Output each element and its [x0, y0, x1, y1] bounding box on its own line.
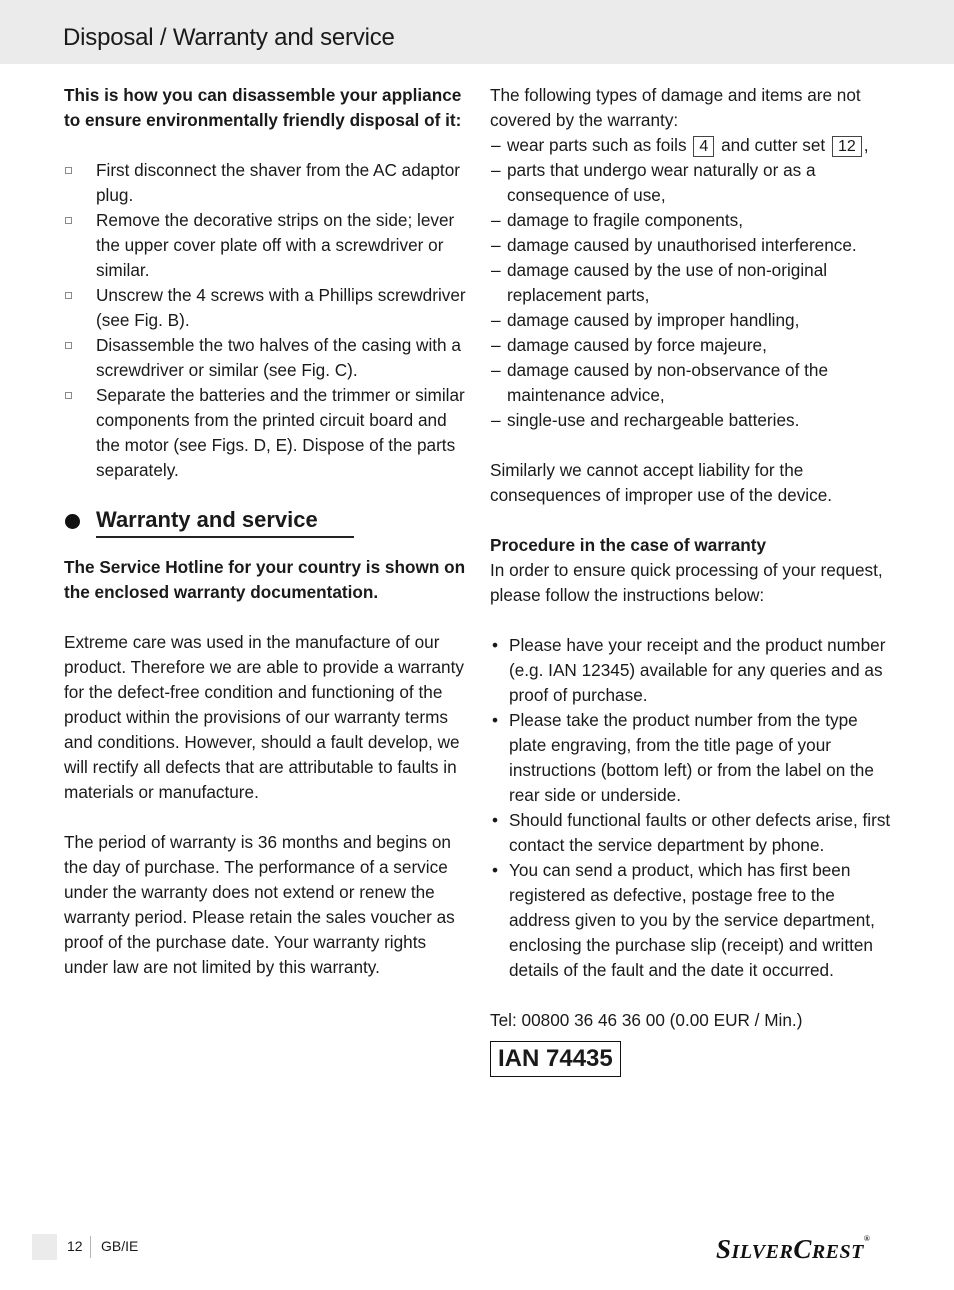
list-item: – wear parts such as foils 4 and cutter set 12 , [490, 133, 892, 158]
dash-bullet: – [491, 310, 501, 330]
liability-paragraph: Similarly we cannot accept liability for the consequences of improper use of the device. [490, 460, 833, 505]
part-reference-12: 12 [832, 136, 862, 157]
locale-label: GB/IE [101, 1238, 139, 1254]
dash-bullet: – [491, 260, 501, 280]
list-item: – damage caused by unauthorised interference. [490, 233, 892, 258]
square-bullet-icon [65, 392, 72, 399]
exclusions-intro: The following types of damage and items are not covered by the warranty: [490, 85, 861, 130]
dash-bullet: – [491, 235, 501, 255]
square-bullet-icon [65, 217, 72, 224]
list-item: – damage to fragile components, [490, 208, 892, 233]
warranty-paragraph: Extreme care was used in the manufacture of our product. Therefore we are able to provide a warranty for the defect-free condition and functioning of the product within the provisions of our warranty terms and conditions. However, should a fault develop, we will rectify all defects that are attributable to faults in materials or manufacture. [64, 632, 464, 802]
bullet-dot: • [492, 860, 499, 880]
silvercrest-logo: SILVERCREST® [716, 1234, 871, 1264]
page-number-tab [32, 1234, 57, 1260]
section-heading [64, 505, 466, 545]
page-number: 12 [67, 1238, 83, 1254]
list-item: Separate the batteries and the trimmer or similar components from the printed circuit board and the motor (see Figs. D, E). Dispose of the parts separately. [64, 383, 466, 483]
square-bullet-icon [65, 292, 72, 299]
list-item: • Please take the product number from the type plate engraving, from the title page of your instructions (bottom left) or from the label on the rear side or underside. [492, 710, 874, 805]
list-item: • Should functional faults or other defects arise, first contact the service department by phone. [492, 810, 891, 855]
page-header [0, 0, 954, 64]
procedure-heading: Procedure in the case of warranty [490, 535, 767, 555]
list-item: • You can send a product, which has first been registered as defective, postage free to the address given to you by the service department, enclosing the purchase slip (receipt) and written details of the fault and the date it occurred. [492, 860, 875, 980]
section-title: Warranty and service [96, 507, 318, 532]
dash-bullet: – [491, 135, 501, 155]
square-bullet-icon [65, 167, 72, 174]
list-item: – damage caused by force majeure, [490, 333, 892, 358]
list-item: Remove the decorative strips on the side; lever the upper cover plate off with a screwdriver or similar. [64, 208, 466, 283]
disposal-steps [64, 158, 466, 483]
bullet-dot: • [492, 710, 499, 730]
left-column [64, 83, 466, 980]
dash-bullet: – [491, 210, 501, 230]
list-item: First disconnect the shaver from the AC adaptor plug. [64, 158, 466, 208]
list-item: – damage caused by non-observance of the maintenance advice, [491, 360, 829, 405]
procedure-intro: In order to ensure quick processing of your request, please follow the instructions below: [490, 560, 883, 605]
dash-bullet: – [491, 360, 501, 380]
bullet-dot-icon [65, 514, 80, 529]
list-item: – single-use and rechargeable batteries. [490, 408, 892, 433]
dash-bullet: – [491, 410, 501, 430]
part-reference-4: 4 [693, 136, 714, 157]
warranty-period-paragraph: The period of warranty is 36 months and begins on the day of purchase. The performance of a service under the warranty does not extend or renew the warranty period. Please retain the sales voucher as proof of the purchase date. Your warranty rights under law are not limited by this warranty. [64, 832, 455, 977]
hotline-note: The Service Hotline for your country is shown on the enclosed warranty documentation. [64, 557, 466, 602]
page-title: Disposal / Warranty and service [63, 24, 395, 51]
footer-divider [90, 1236, 91, 1258]
bullet-dot: • [492, 635, 499, 655]
heading-underline [96, 536, 354, 538]
bullet-dot: • [492, 810, 499, 830]
dash-bullet: – [491, 160, 501, 180]
list-item: – damage caused by the use of non-original replacement parts, [491, 260, 828, 305]
procedure-list [490, 633, 892, 983]
list-item: – parts that undergo wear naturally or as a consequence of use, [491, 160, 816, 205]
list-item: • Please have your receipt and the product number (e.g. IAN 12345) available for any queries and as proof of purchase. [492, 635, 886, 705]
dash-bullet: – [491, 335, 501, 355]
right-column [490, 83, 892, 1077]
service-telephone: Tel: 00800 36 46 36 00 (0.00 EUR / Min.) [490, 1010, 803, 1030]
exclusions-list [490, 133, 892, 433]
list-item: Unscrew the 4 screws with a Phillips screwdriver (see Fig. B). [64, 283, 466, 333]
disposal-heading: This is how you can disassemble your appliance to ensure environmentally friendly disposal of it: [64, 85, 462, 130]
list-item: Disassemble the two halves of the casing with a screwdriver or similar (see Fig. C). [64, 333, 466, 383]
ian-number-box: IAN 74435 [490, 1041, 621, 1077]
list-item: – damage caused by improper handling, [490, 308, 892, 333]
square-bullet-icon [65, 342, 72, 349]
